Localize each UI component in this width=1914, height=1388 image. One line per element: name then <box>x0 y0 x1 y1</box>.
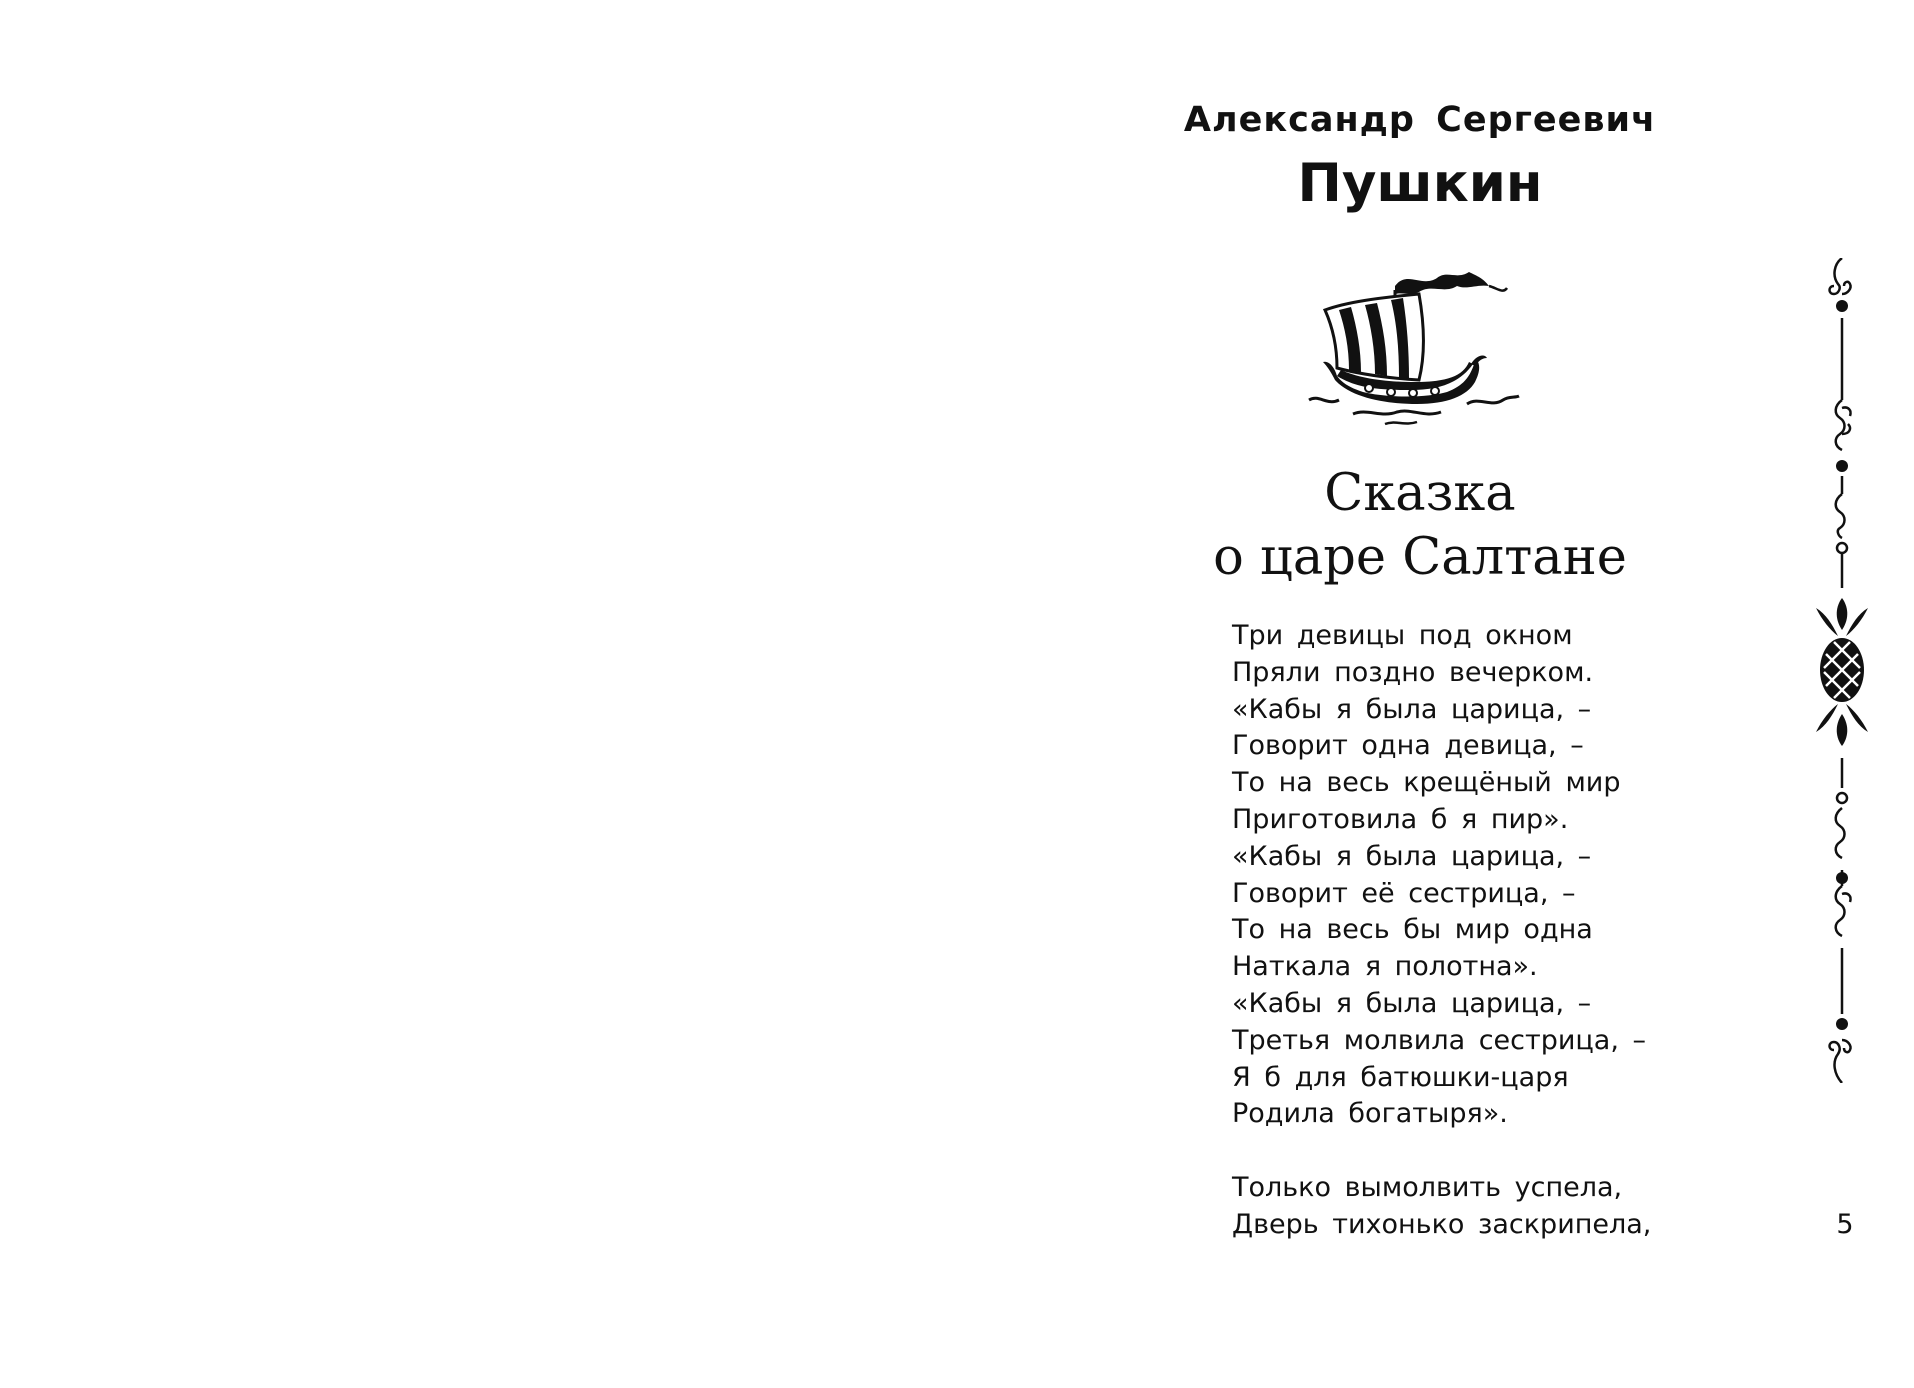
story-title <box>1180 462 1660 590</box>
stanza <box>1232 618 1652 1133</box>
poem-line: Приготовила б я пир». <box>1232 803 1569 835</box>
viking-ship-icon <box>1307 258 1522 428</box>
poem-line: «Кабы я была царица, – <box>1232 987 1592 1019</box>
poem-line: Я б для батюшки-царя <box>1232 1061 1569 1093</box>
poem-text <box>1232 618 1652 1280</box>
poem-line: То на весь крещёный мир <box>1232 767 1621 799</box>
vertical-ornament-icon <box>1812 258 1872 1083</box>
poem-line: «Кабы я была царица, – <box>1232 693 1592 725</box>
poem-line: Родила богатыря». <box>1232 1098 1508 1130</box>
poem-line: Пряли поздно вечерком. <box>1232 656 1594 688</box>
poem-line: Три девицы под окном <box>1232 620 1573 651</box>
poem-line: Говорит её сестрица, – <box>1232 877 1576 909</box>
author-first-names: Александр Сергеевич <box>1183 100 1657 140</box>
poem-line: Дверь тихонько заскрипела, <box>1232 1208 1652 1240</box>
poem-line: Третья молвила сестрица, – <box>1232 1024 1647 1056</box>
poem-line: Только вымолвить успела, <box>1232 1171 1623 1203</box>
poem-line: «Кабы я была царица, – <box>1232 840 1592 872</box>
stanza <box>1232 1170 1652 1244</box>
page-number: 5 <box>1836 1209 1854 1240</box>
poem-line: То на весь бы мир одна <box>1232 914 1593 946</box>
author-last-name: Пушкин <box>1297 153 1543 214</box>
title-line-1: Сказка <box>1324 464 1516 523</box>
poem-line: Говорит одна девица, – <box>1232 730 1584 762</box>
poem-line: Наткала я полотна». <box>1232 951 1538 983</box>
title-line-2: о царе Салтане <box>1213 528 1627 587</box>
